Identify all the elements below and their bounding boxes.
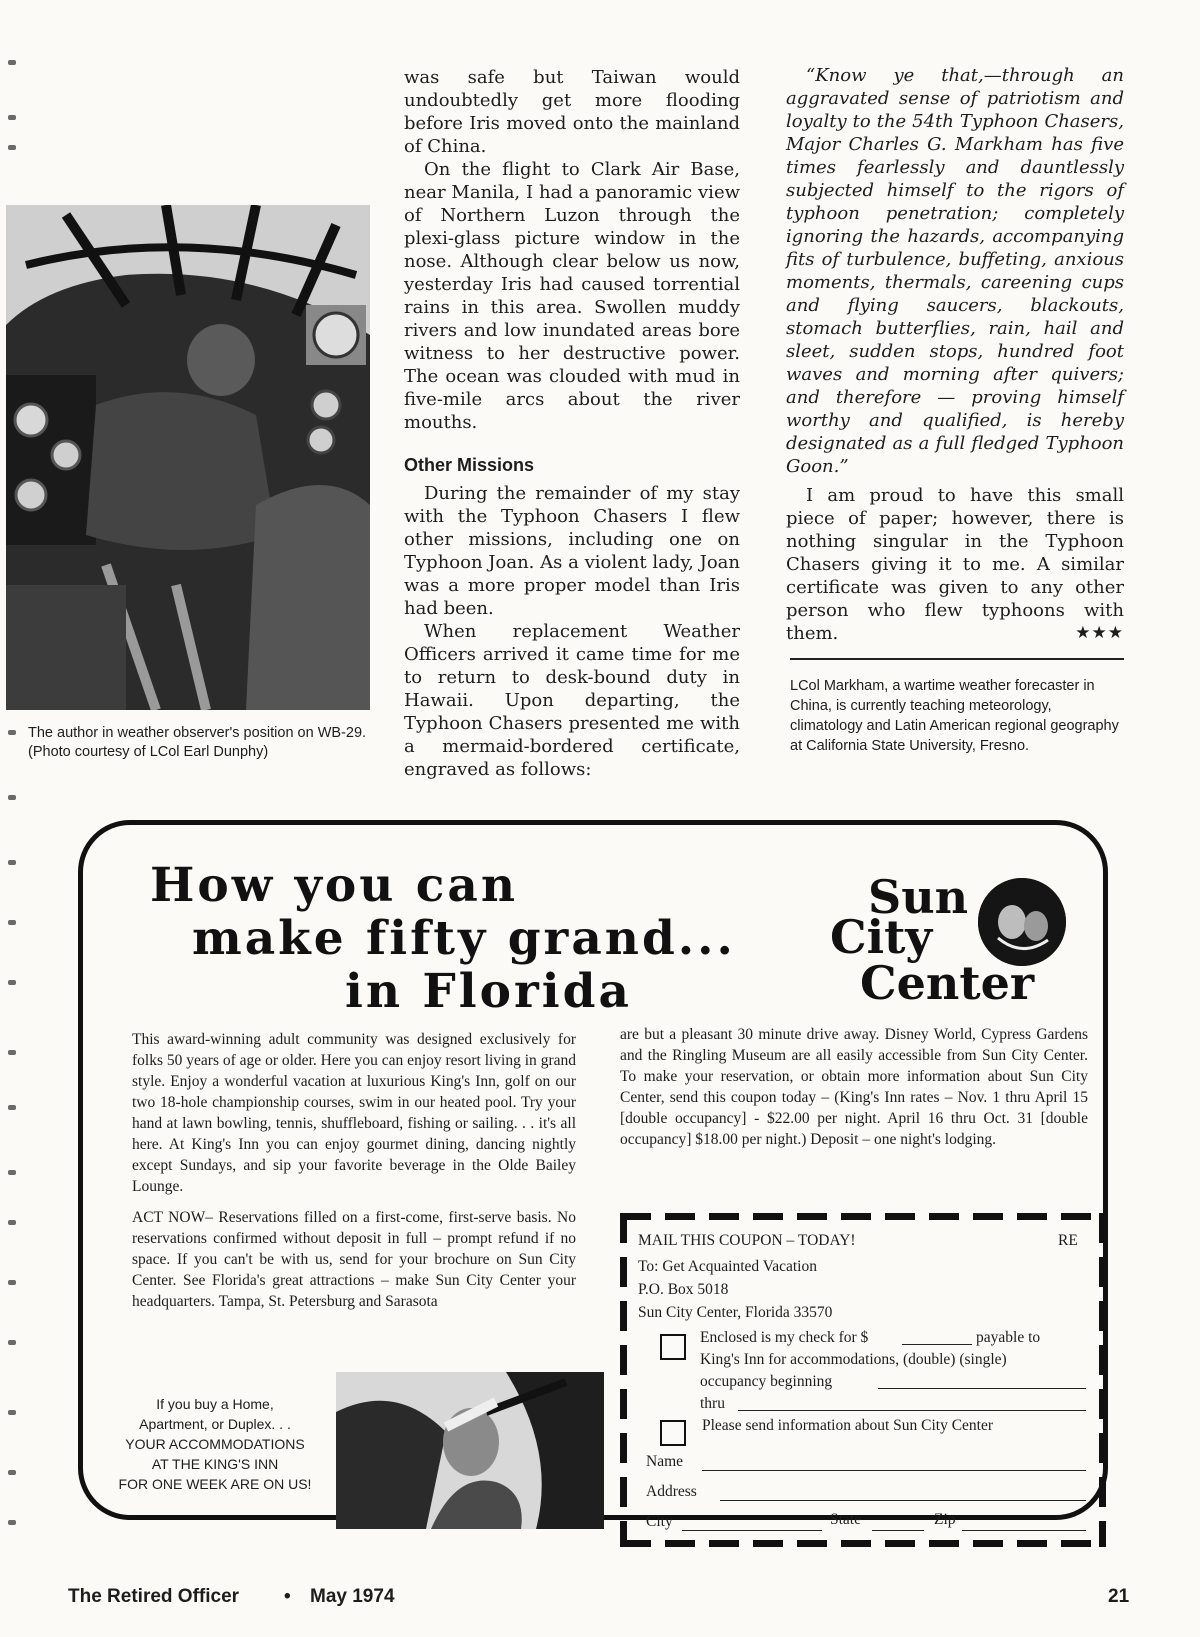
occupancy-begin-line[interactable] xyxy=(878,1388,1086,1389)
city-label: City xyxy=(646,1513,673,1530)
closing-text: I am proud to have this small piece of paper; however, there is nothing singular in the Typhoon Chasers giving it to me. A similar certificate was given to any other person who flew typhoons with them. xyxy=(786,485,1124,644)
ad-paragraph: ACT NOW– Reservations filled on a first-come, first-serve basis. No reservations confirmed without deposit in full – prompt refund if no space. If you can't be with us, send for your brochure on Sun City Center. See Florida's great attractions – make Sun City Center your headquarters. Tampa, St. Petersburg and Sarasota xyxy=(132,1209,576,1310)
option-check-text: payable to xyxy=(976,1329,1041,1346)
photo-caption: The author in weather observer's position on WB-29. (Photo courtesy of LCol Earl Dunphy) xyxy=(28,725,367,760)
ad-headline-line1: How you can xyxy=(150,858,519,913)
golfer-photo xyxy=(336,1372,604,1529)
logo-word-city: City xyxy=(830,910,933,964)
logo-word-sun: Sun xyxy=(868,870,969,924)
coupon-address-box: P.O. Box 5018 xyxy=(638,1281,729,1298)
promo-line: If you buy a Home, xyxy=(156,1396,274,1412)
coupon-code: RE xyxy=(1058,1232,1078,1249)
paragraph: On the flight to Clark Air Base, near Manila, I had a panoramic view of Northern Luzon through the plexi-glass picture window in the nose. Although clear below us now, yesterday Iris had caused torrential rains in this area. Swollen muddy rivers and low inundated areas bore witness to her destructive power. The ocean was clouded with mud in five-mile arcs about the river mouths. xyxy=(404,159,740,433)
zip-field[interactable] xyxy=(962,1530,1086,1531)
logo-portrait-emblem xyxy=(978,878,1066,966)
check-enclosed-checkbox[interactable] xyxy=(660,1334,686,1360)
page-number: 21 xyxy=(1108,1586,1130,1607)
ad-body-right xyxy=(620,1024,1088,1150)
footer-bullet: • xyxy=(284,1586,291,1607)
divider xyxy=(790,658,1124,660)
promo-offer xyxy=(100,1394,330,1494)
promo-line: YOUR ACCOMMODATIONS xyxy=(125,1436,305,1452)
state-label: State xyxy=(830,1511,861,1528)
name-label: Name xyxy=(646,1453,684,1470)
promo-line: FOR ONE WEEK ARE ON US! xyxy=(118,1476,312,1492)
zip-label: Zip xyxy=(934,1511,956,1528)
footer-date: May 1974 xyxy=(310,1586,395,1607)
promo-line: AT THE KING'S INN xyxy=(151,1456,279,1472)
footer-publication: The Retired Officer xyxy=(68,1586,240,1607)
state-field[interactable] xyxy=(872,1530,924,1531)
ad-paragraph: This award-winning adult community was designed exclusively for folks 50 years of age or older. Here you can enjoy resort living in grand style. Enjoy a wonderful vacation at luxurious King's Inn, golf on our two 18-hole championship courses, swim in our heated pool. Try your hand at lawn bowling, tennis, shuffleboard, fishing or sailing. . . it's all here. At King's Inn you can enjoy gourmet dining, dancing nightly except Sundays, and sip your favorite beverage in the Olde Bailey Lounge. xyxy=(132,1031,576,1195)
section-heading: Other Missions xyxy=(404,455,535,475)
paragraph: When replacement Weather Officers arrived it came time for me to return to desk-bound duty in Hawaii. Upon departing, the Typhoon Chasers presented me with a mermaid-bordered certificate, engraved as follows: xyxy=(404,621,740,780)
ad-body-left xyxy=(132,1029,576,1312)
paragraph: During the remainder of my stay with the Typhoon Chasers I flew other missions, including one on Typhoon Joan. As a violent lady, Joan was a more proper model than Iris had been. xyxy=(404,483,740,619)
coupon-address-to: To: Get Acquainted Vacation xyxy=(638,1258,817,1275)
name-field[interactable] xyxy=(702,1470,1086,1471)
end-mark: ★★★ xyxy=(1075,623,1124,643)
coupon-border-top xyxy=(621,1213,1106,1220)
promo-line: Apartment, or Duplex. . . xyxy=(139,1416,291,1432)
option-check-text: thru xyxy=(700,1395,725,1412)
author-bio: LCol Markham, a wartime weather forecaster in China, is currently teaching meteorology, climatology and Latin American regional geography at California State University, Fresno. xyxy=(790,678,1119,754)
option-check-text: occupancy beginning xyxy=(700,1373,833,1390)
paragraph: was safe but Taiwan would undoubtedly get more flooding before Iris moved onto the mainland of China. xyxy=(404,67,740,157)
certificate-quote: “Know ye that,—through an aggravated sense of patriotism and loyalty to the 54th Typhoon Chasers, Major Charles G. Markham has five times fearlessly and dauntlessly subjected himself to the rigors of typhoon penetration; completely ignoring the hazards, accompanying fits of turbulence, buffeting, anxious moments, thermals, careening cups and flying saucers, blackouts, stomach butterflies, rain, hail and sleet, sudden stops, hundred foot waves and morning after quivers; and therefore — proving himself worthy and qualified, is hereby designated as a full fledged Typhoon Goon.” xyxy=(786,65,1124,477)
coupon-header: MAIL THIS COUPON – TODAY! xyxy=(638,1232,856,1249)
occupancy-thru-line[interactable] xyxy=(738,1410,1086,1411)
article-right-column xyxy=(786,64,1124,645)
option-check-text: Enclosed is my check for $ xyxy=(700,1329,869,1346)
sun-city-center-logo xyxy=(830,868,1070,1016)
coupon-address-city: Sun City Center, Florida 33570 xyxy=(638,1304,833,1321)
coupon-border-right xyxy=(1099,1213,1106,1547)
cockpit-photo xyxy=(6,205,370,710)
article-middle-column xyxy=(404,66,740,781)
address-label: Address xyxy=(646,1483,697,1500)
city-field[interactable] xyxy=(682,1530,822,1531)
send-info-checkbox[interactable] xyxy=(660,1420,686,1446)
coupon-border-bottom xyxy=(621,1540,1106,1547)
address-field[interactable] xyxy=(720,1500,1086,1501)
paragraph xyxy=(786,484,1124,645)
option-check-text: King's Inn for accommodations, (double) (single) xyxy=(700,1351,1007,1368)
check-amount-line[interactable] xyxy=(902,1344,972,1345)
coupon-border-left xyxy=(620,1213,627,1547)
logo-word-center: Center xyxy=(860,956,1035,1010)
ad-headline-line3: in Florida xyxy=(345,964,632,1019)
ad-paragraph: are but a pleasant 30 minute drive away. Disney World, Cypress Gardens and the Ringling Museum are all easily accessible from Sun City Center. To make your reservation, or obtain more information about Sun City Center, send this coupon today – (King's Inn rates – Nov. 1 thru April 15 [double occupancy] - $22.00 per night. April 16 thru Oct. 31 [double occupancy] $18.00 per night.) Deposit – one night's lodging. xyxy=(620,1026,1088,1148)
ad-headline-line2: make fifty grand... xyxy=(192,911,736,966)
option-info-text: Please send information about Sun City Center xyxy=(702,1417,994,1434)
